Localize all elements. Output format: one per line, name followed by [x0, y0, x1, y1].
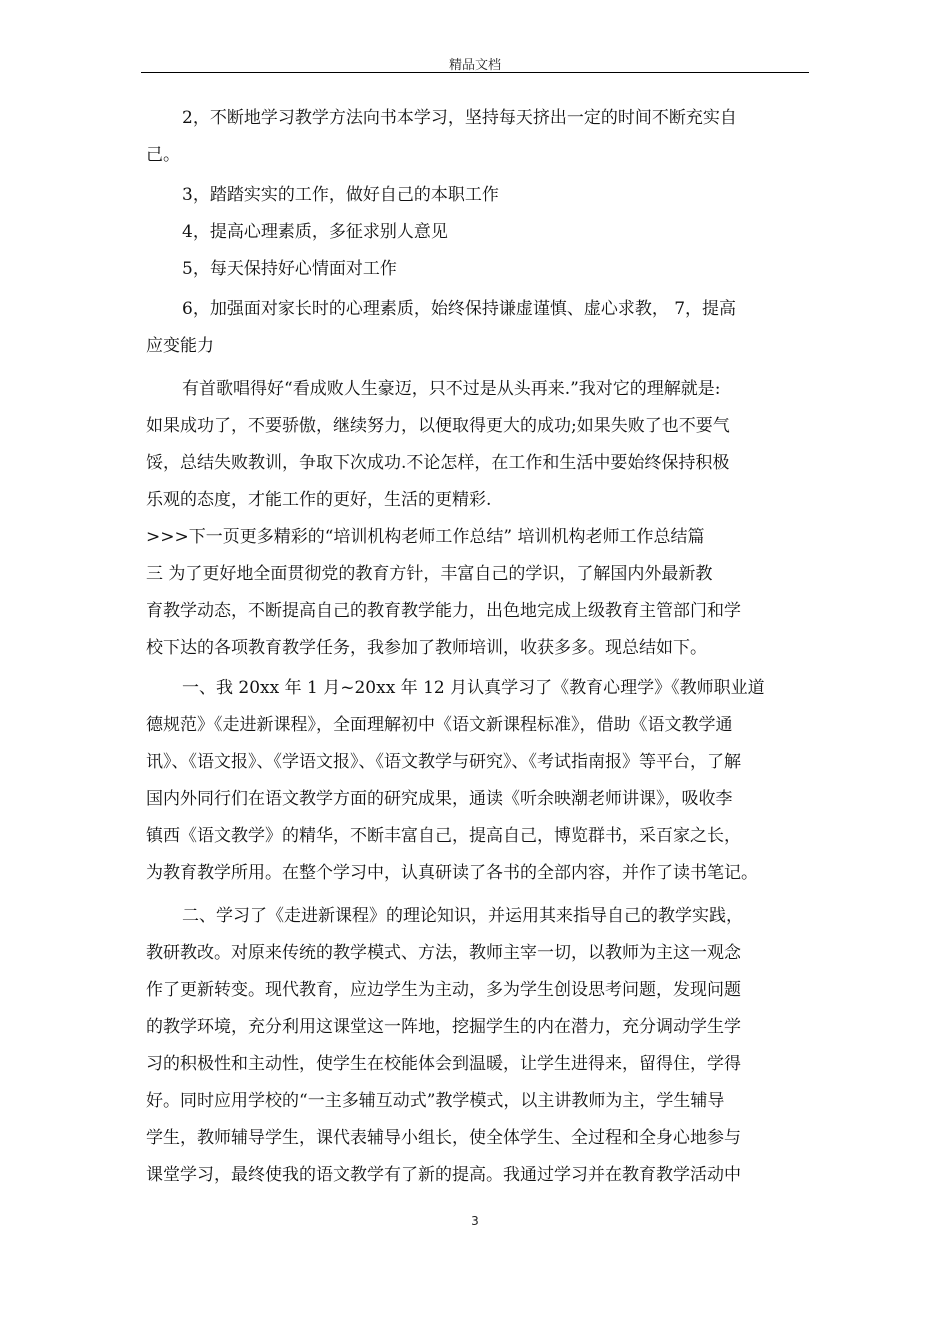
text-line: 己。 — [146, 145, 180, 165]
text-line: 课堂学习，最终使我的语文教学有了新的提高。我通过学习并在教育教学活动中 — [146, 1165, 741, 1185]
text-line: >>>下一页更多精彩的“培训机构老师工作总结” 培训机构老师工作总结篇 — [146, 527, 705, 547]
text-line: 作了更新转变。现代教育，应边学生为主动，多为学生创设思考问题，发现问题 — [146, 980, 741, 1000]
text-line: 如果成功了，不要骄傲，继续努力，以便取得更大的成功;如果失败了也不要气 — [146, 416, 730, 436]
text-line: 学生，教师辅导学生，课代表辅导小组长，使全体学生、全过程和全身心地参与 — [146, 1128, 741, 1148]
header-divider — [141, 72, 809, 73]
text-line: 习的积极性和主动性，使学生在校能体会到温暖，让学生进得来，留得住，学得 — [146, 1054, 741, 1074]
text-line: 好。同时应用学校的“一主多辅互动式”教学模式，以主讲教师为主，学生辅导 — [146, 1091, 725, 1111]
text-line: 一、我 20xx 年 1 月~20xx 年 12 月认真学习了《教育心理学》《教师职业道 — [182, 678, 765, 698]
text-line: 6，加强面对家长时的心理素质，始终保持谦虚谨慎、虚心求教， 7，提高 — [182, 299, 737, 319]
document-body — [146, 100, 810, 1194]
text-line: 二、学习了《走进新课程》的理论知识，并运用其来指导自己的教学实践， — [182, 906, 743, 926]
text-line: 乐观的态度，才能工作的更好，生活的更精彩. — [146, 490, 492, 510]
text-line: 3，踏踏实实的工作，做好自己的本职工作 — [182, 185, 499, 205]
text-line: 讯》、《语文报》、《学语文报》、《语文教学与研究》、《考试指南报》等平台，了解 — [146, 752, 741, 772]
text-line: 国内外同行们在语文教学方面的研究成果，通读《听余映潮老师讲课》，吸收李 — [146, 789, 733, 809]
text-line: 2，不断地学习教学方法向书本学习，坚持每天挤出一定的时间不断充实自 — [182, 108, 737, 128]
text-line: 育教学动态，不断提高自己的教育教学能力，出色地完成上级教育主管部门和学 — [146, 601, 741, 621]
text-line: 校下达的各项教育教学任务，我参加了教师培训，收获多多。现总结如下。 — [146, 638, 707, 658]
text-line: 有首歌唱得好“看成败人生豪迈，只不过是从头再来.”我对它的理解就是: — [182, 379, 721, 399]
page-number: 3 — [471, 1214, 479, 1228]
text-line: 镇西《语文教学》的精华，不断丰富自己，提高自己，博览群书，采百家之长， — [146, 826, 741, 846]
text-line: 三 为了更好地全面贯彻党的教育方针，丰富自己的学识，了解国内外最新教 — [146, 564, 713, 584]
text-line: 教研教改。对原来传统的教学模式、方法，教师主宰一切，以教师为主这一观念 — [146, 943, 741, 963]
text-line: 的教学环境，充分利用这课堂这一阵地，挖掘学生的内在潜力，充分调动学生学 — [146, 1017, 741, 1037]
text-line: 应变能力 — [146, 336, 214, 356]
text-line: 为教育教学所用。在整个学习中，认真研读了各书的全部内容，并作了读书笔记。 — [146, 863, 758, 883]
text-line: 德规范》《走进新课程》，全面理解初中《语文新课程标准》，借助《语文教学通 — [146, 715, 733, 735]
page-header: 精品文档 — [448, 58, 501, 73]
text-line: 4，提高心理素质，多征求别人意见 — [182, 222, 448, 242]
text-line: 5，每天保持好心情面对工作 — [182, 259, 397, 279]
text-line: 馁，总结失败教训，争取下次成功.不论怎样，在工作和生活中要始终保持积极 — [146, 453, 730, 473]
